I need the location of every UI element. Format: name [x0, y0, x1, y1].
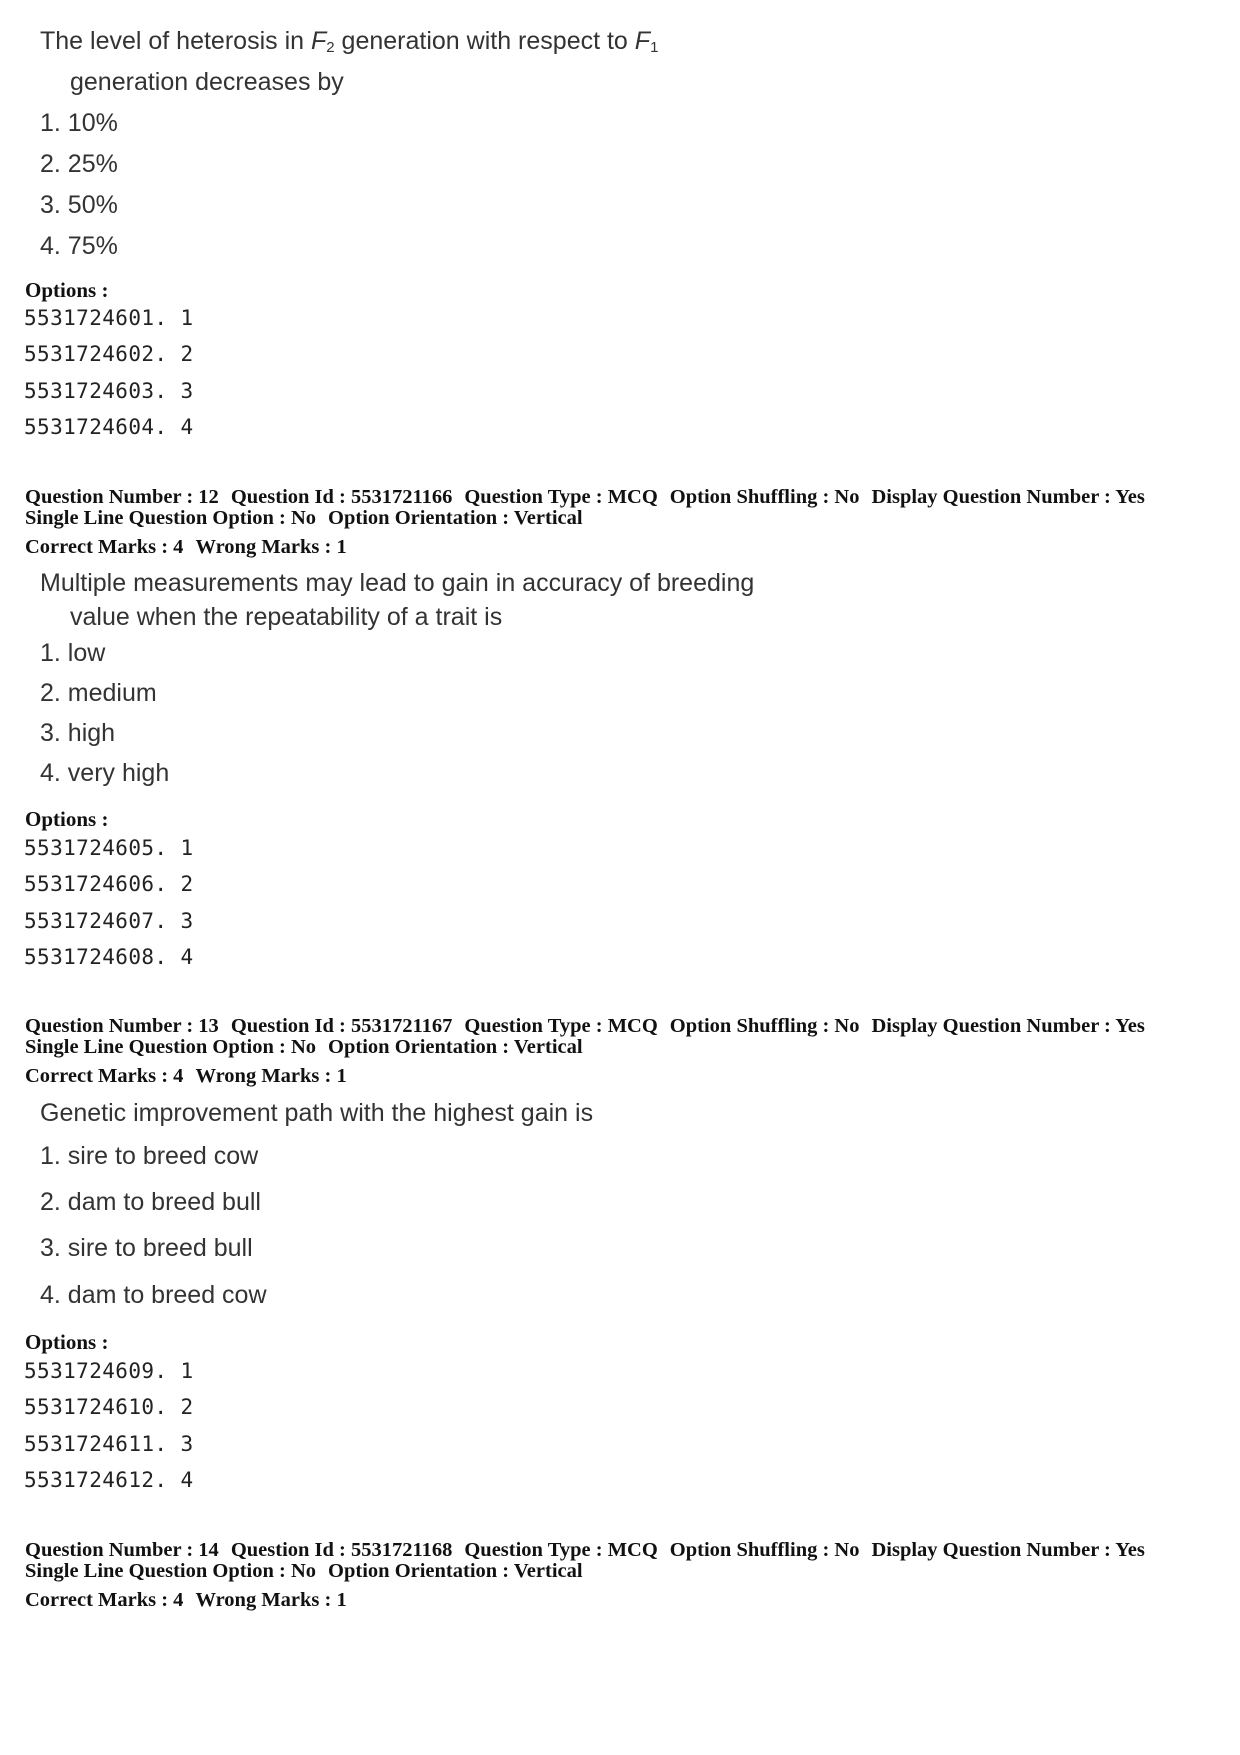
q14-meta-line1: Question Number : 14 Question Id : 5531721168 Question Type : MCQ Option Shuffling : No Display Question Number : Yes: [25, 1539, 1145, 1561]
q13-options-label: Options :: [25, 1330, 109, 1354]
q11-choice-1: 1. 10%: [40, 109, 118, 137]
q11-stem-line2: generation decreases by: [70, 68, 344, 96]
q12-option-id-2: 5531724606. 2: [24, 872, 194, 896]
q12-option-id-3: 5531724607. 3: [24, 909, 194, 933]
q13-option-id-2: 5531724610. 2: [24, 1395, 194, 1419]
q11-option-id-3: 5531724603. 3: [24, 379, 194, 403]
q11-choice-3: 3. 50%: [40, 191, 118, 219]
q13-choice-1: 1. sire to breed cow: [40, 1142, 259, 1170]
q13-choice-4: 4. dam to breed cow: [40, 1281, 267, 1309]
q13-meta-line1: Question Number : 13 Question Id : 5531721167 Question Type : MCQ Option Shuffling : No Display Question Number : Yes: [25, 1015, 1145, 1037]
q11-option-id-2: 5531724602. 2: [24, 342, 194, 366]
q12-option-id-4: 5531724608. 4: [24, 945, 194, 969]
q14-meta-line3: Correct Marks : 4 Wrong Marks : 1: [25, 1589, 347, 1611]
q12-stem-line1: Multiple measurements may lead to gain in accuracy of breeding: [40, 569, 755, 597]
q13-choice-2: 2. dam to breed bull: [40, 1188, 261, 1216]
q11-option-id-4: 5531724604. 4: [24, 415, 194, 439]
q12-option-id-1: 5531724605. 1: [24, 836, 194, 860]
q12-choice-3: 3. high: [40, 719, 116, 747]
q11-choice-2: 2. 25%: [40, 150, 118, 178]
f1-symbol: $F_1$: [634, 27, 659, 56]
q12-meta-line2: Single Line Question Option : No Option Orientation : Vertical: [25, 507, 583, 529]
q13-choice-3: 3. sire to breed bull: [40, 1234, 253, 1262]
q13-meta-line3: Correct Marks : 4 Wrong Marks : 1: [25, 1065, 347, 1087]
q12-stem: [40, 566, 754, 634]
q11-stem-line1: The level of heterosis in $F_2$ generation with respect to $F_1$: [40, 27, 659, 56]
q12-meta-line3: Correct Marks : 4 Wrong Marks : 1: [25, 536, 347, 558]
q12-choice-1: 1. low: [40, 639, 106, 667]
q12-choice-4: 4. very high: [40, 759, 170, 787]
q13-option-id-4: 5531724612. 4: [24, 1468, 194, 1492]
q11-choice-4: 4. 75%: [40, 232, 118, 260]
q13-stem-line1: Genetic improvement path with the highest gain is: [40, 1099, 594, 1127]
q12-stem-line2: value when the repeatability of a trait is: [70, 603, 503, 631]
q13-meta-line2: Single Line Question Option : No Option Orientation : Vertical: [25, 1036, 583, 1058]
q11-option-id-1: 5531724601. 1: [24, 306, 194, 330]
q13-stem: [40, 1096, 593, 1130]
q13-option-id-1: 5531724609. 1: [24, 1359, 194, 1383]
q13-option-id-3: 5531724611. 3: [24, 1432, 194, 1456]
q11-options-label: Options :: [25, 278, 109, 302]
q12-meta-line1: Question Number : 12 Question Id : 5531721166 Question Type : MCQ Option Shuffling : No Display Question Number : Yes: [25, 486, 1145, 508]
q12-choice-2: 2. medium: [40, 679, 157, 707]
q14-meta-line2: Single Line Question Option : No Option Orientation : Vertical: [25, 1560, 583, 1582]
q11-stem: [40, 24, 775, 99]
q12-options-label: Options :: [25, 807, 109, 831]
f2-symbol: $F_2$: [310, 27, 335, 56]
